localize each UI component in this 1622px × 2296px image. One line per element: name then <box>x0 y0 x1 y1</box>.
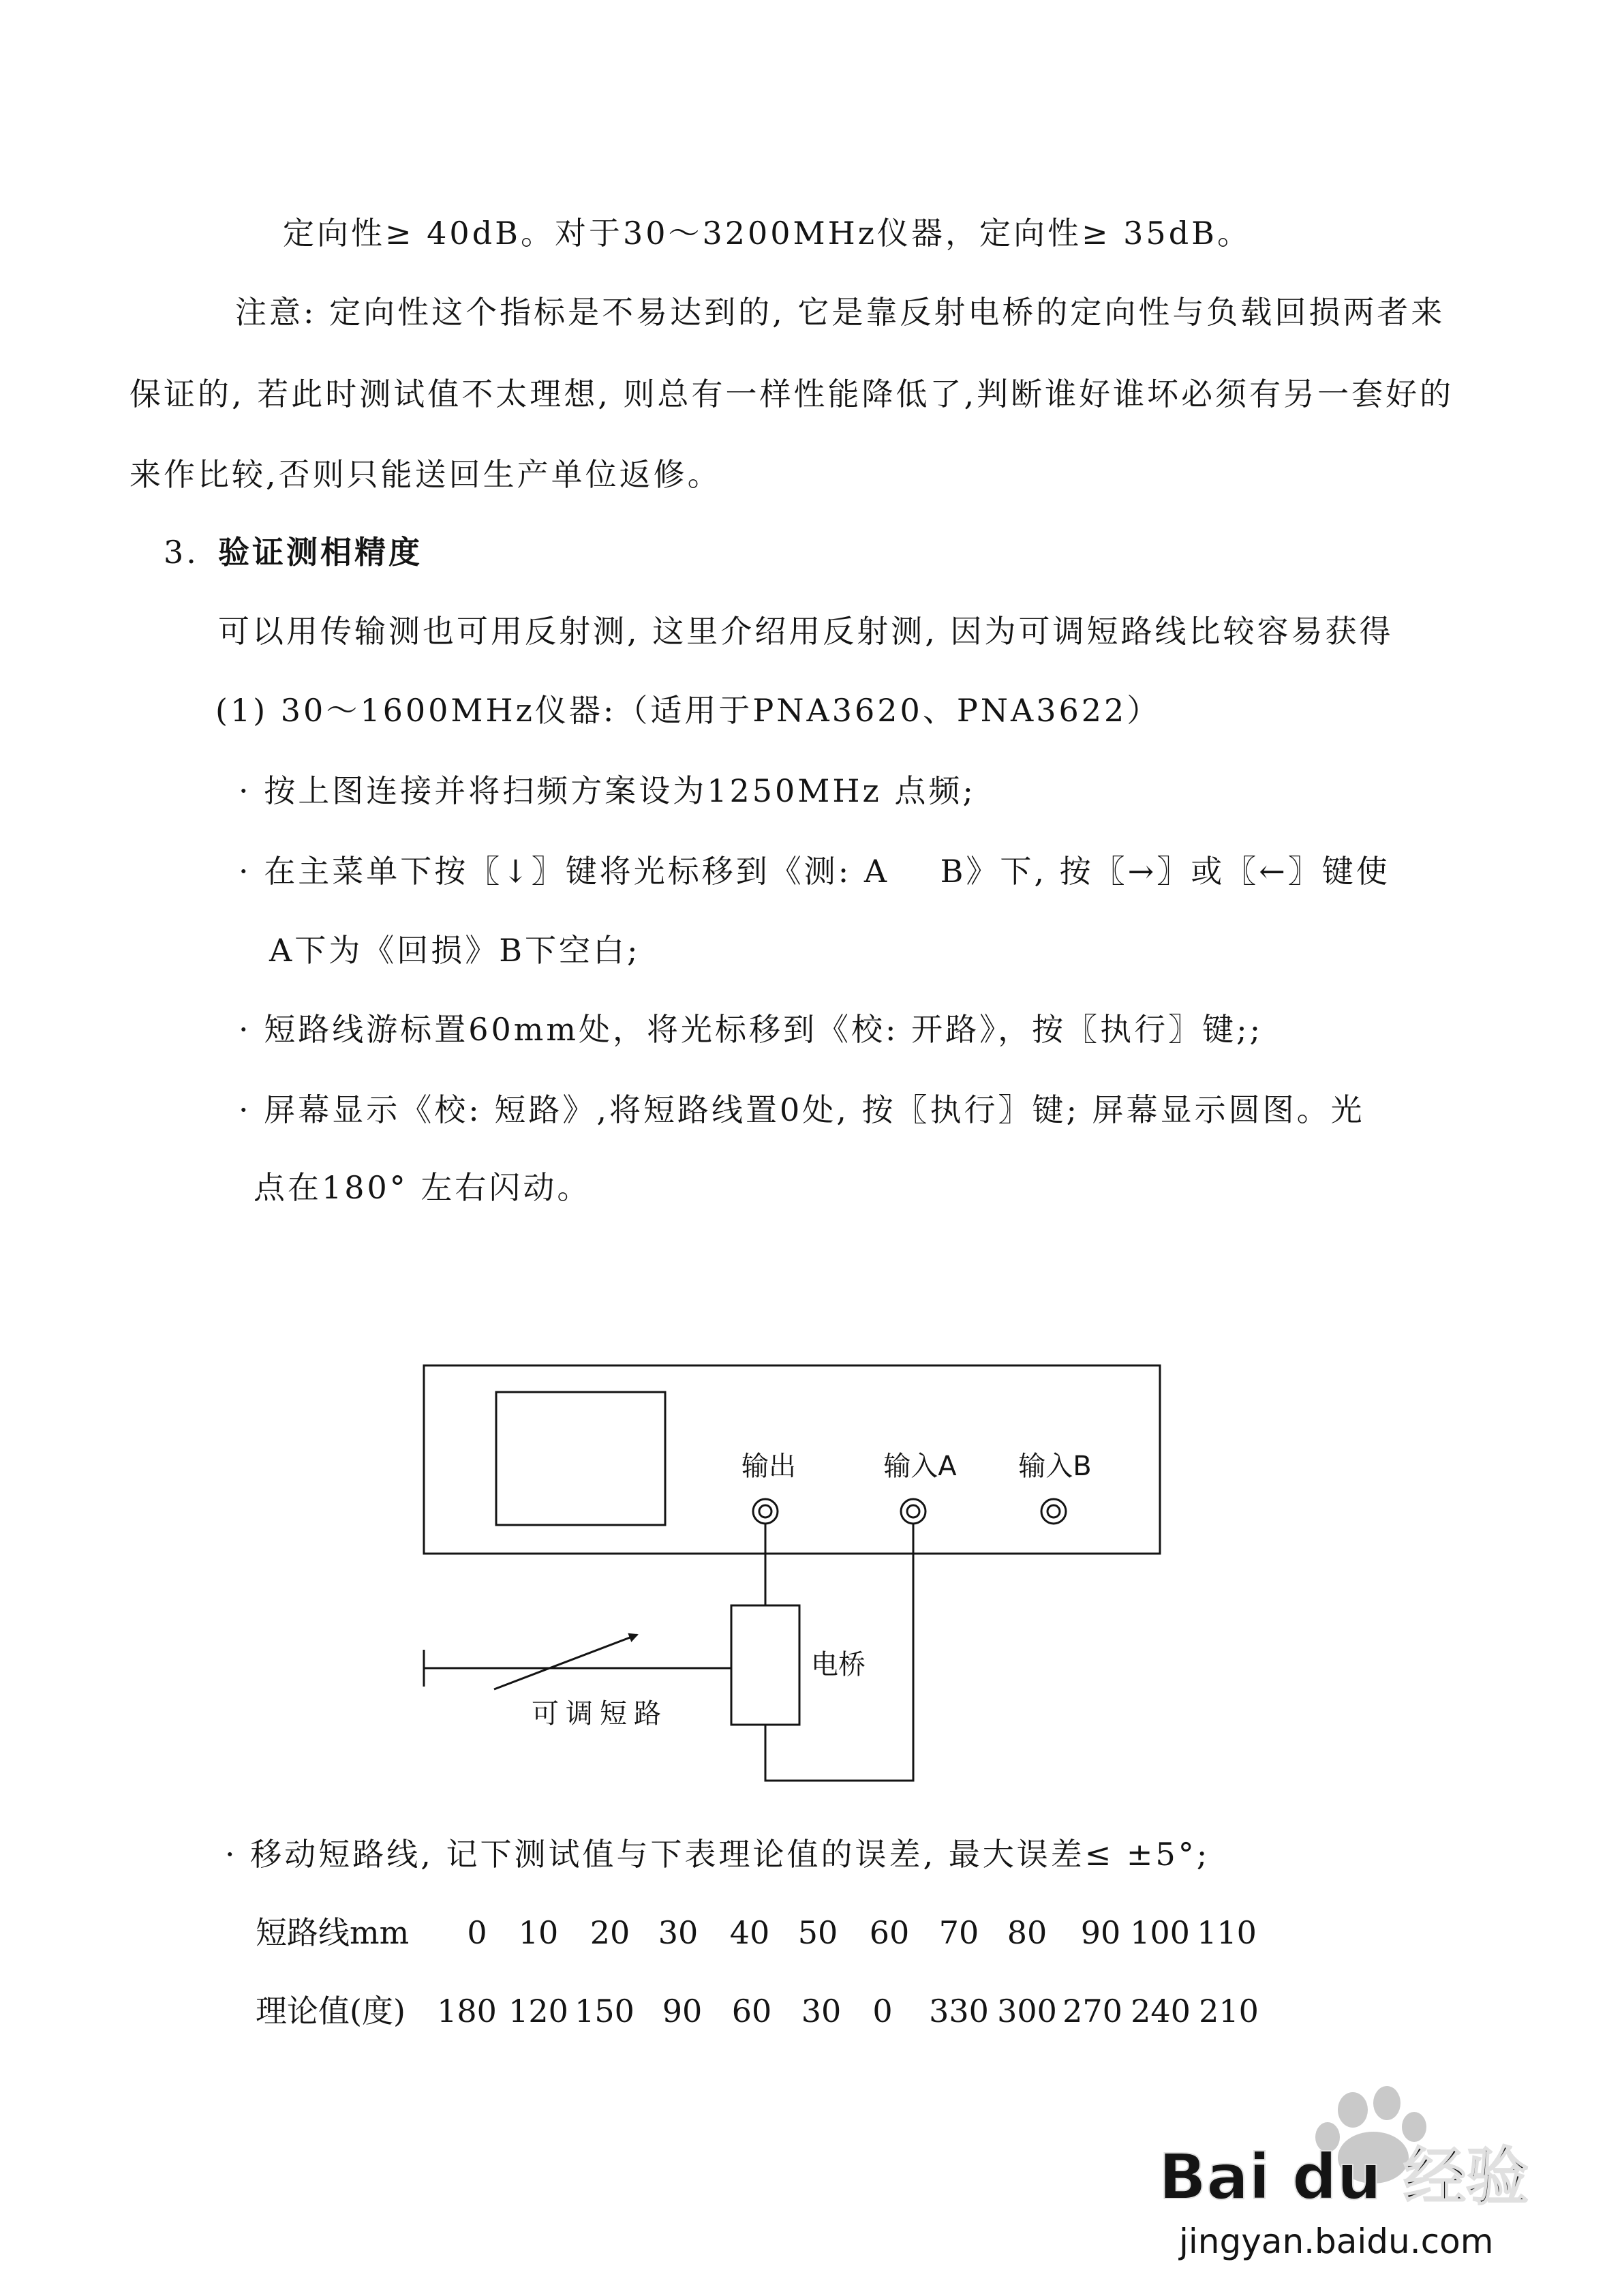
table-cell: 80 <box>1007 1914 1047 1951</box>
label-input-a: 输入A <box>883 1451 957 1482</box>
table-cell: 0 <box>467 1914 487 1951</box>
baidu-watermark <box>1145 2072 1608 2277</box>
text-directivity-spec: 定向性≥ 40dB。对于30～3200MHz仪器，定向性≥ 35dB。 <box>283 215 1251 252</box>
table-cell: 90 <box>662 1993 703 2029</box>
table-row1-label: 短路线mm <box>256 1914 410 1951</box>
table-cell: 60 <box>731 1993 772 2029</box>
table-cell: 10 <box>518 1914 559 1951</box>
table-cell: 20 <box>590 1914 630 1951</box>
table-cell: 120 <box>508 1993 568 2029</box>
text-method-intro: 可以用传输测也可用反射测, 这里介绍用反射测, 因为可调短路线比较容易获得 <box>218 613 1394 650</box>
label-output: 输出 <box>741 1451 796 1482</box>
label-input-b: 输入B <box>1018 1451 1092 1482</box>
table-cell: 30 <box>801 1993 842 2029</box>
table-cell: 150 <box>575 1993 634 2029</box>
bullet-short-cal-line1: · 屏幕显示《校: 短路》,将短路线置0处, 按〖执行〗键; 屏幕显示圆图。光 <box>239 1091 1365 1128</box>
text-note-line1: 注意: 定向性这个指标是不易达到的, 它是靠反射电桥的定向性与负载回损两者来 <box>235 294 1445 331</box>
table-cell: 90 <box>1080 1914 1121 1951</box>
text-subsection-1: (1) 30～1600MHz仪器:（适用于PNA3620、PNA3622） <box>215 692 1161 729</box>
watermark-url: jingyan.baidu.com <box>1179 2222 1494 2261</box>
table-cell: 210 <box>1199 1993 1259 2029</box>
bullet-short-cal-line2: 点在180° 左右闪动。 <box>254 1169 592 1206</box>
label-adjustable-short: 可调短路 <box>532 1698 668 1729</box>
table-cell: 60 <box>869 1914 910 1951</box>
table-cell: 100 <box>1130 1914 1190 1951</box>
table-cell: 330 <box>929 1993 989 2029</box>
text-note-line2: 保证的, 若此时测试值不太理想, 则总有一样性能降低了,判断谁好谁坏必须有另一套好的 <box>129 376 1454 412</box>
watermark-brand: Bai du 经验 <box>1159 2141 1529 2214</box>
section-3-number: 3. <box>164 534 199 571</box>
table-cell: 40 <box>729 1914 770 1951</box>
table-cell: 0 <box>872 1993 893 2029</box>
section-3-title: 验证测相精度 <box>218 534 423 571</box>
bullet-cursor-line1: · 在主菜单下按〖↓〗键将光标移到《测: A B》下, 按〖→〗或〖←〗键使 <box>239 853 1390 890</box>
bullet-open-cal: · 短路线游标置60mm处，将光标移到《校: 开路》，按〖执行〗键;; <box>239 1011 1264 1048</box>
bullet-measure: · 移动短路线, 记下测试值与下表理论值的误差, 最大误差≤ ±5°; <box>225 1836 1210 1873</box>
table-cell: 270 <box>1062 1993 1122 2029</box>
table-cell: 300 <box>997 1993 1057 2029</box>
table-row2-label: 理论值(度) <box>256 1993 406 2029</box>
table-cell: 50 <box>797 1914 838 1951</box>
table-cell: 240 <box>1131 1993 1191 2029</box>
table-cell: 70 <box>938 1914 979 1951</box>
bullet-connect: · 按上图连接并将扫频方案设为1250MHz 点频; <box>239 772 976 809</box>
bullet-cursor-line2: A下为《回损》B下空白; <box>269 932 641 969</box>
table-cell: 110 <box>1197 1914 1257 1951</box>
table-cell: 180 <box>437 1993 497 2029</box>
text-note-line3: 来作比较,否则只能送回生产单位返修。 <box>129 456 722 493</box>
label-bridge: 电桥 <box>811 1649 866 1680</box>
table-cell: 30 <box>658 1914 699 1951</box>
